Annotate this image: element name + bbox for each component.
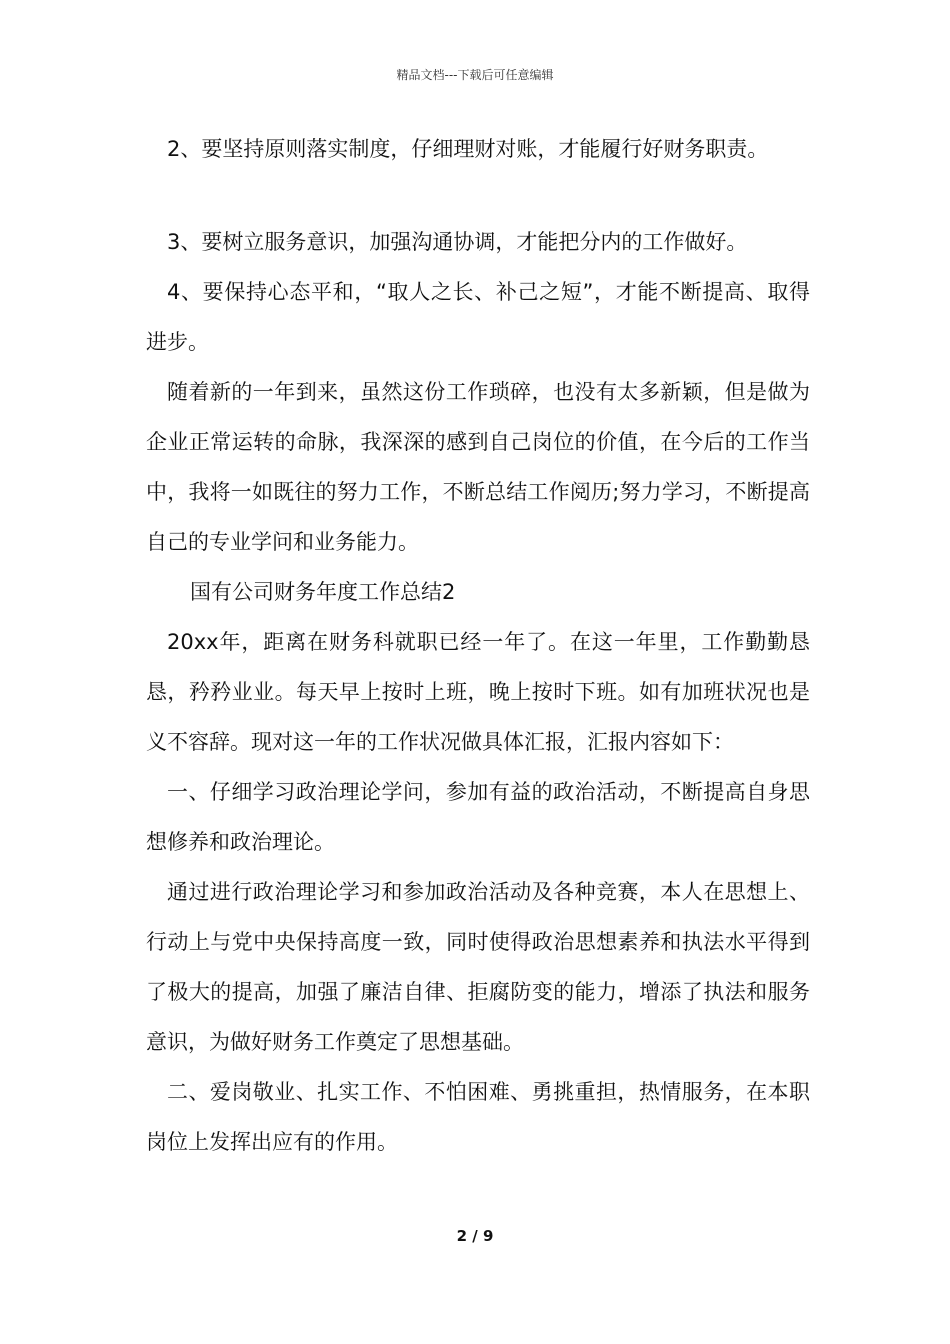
document-body [146, 124, 810, 1167]
page-header: 精品文档---下载后可任意编辑 [396, 68, 554, 82]
paragraph-politics: 通过进行政治理论学习和参加政治活动及各种竞赛，本人在思想上、行动上与党中央保持高度一致，同时使得政治思想素养和执法水平得到了极大的提高，加强了廉洁自律、拒腐防变的能力，增添了执法和服务意识，为做好财务工作奠定了思想基础。 [146, 880, 810, 1054]
paragraph-new-year: 随着新的一年到来，虽然这份工作琐碎，也没有太多新颖，但是做为企业正常运转的命脉，我深深的感到自己岗位的价值，在今后的工作当中，我将一如既往的努力工作，不断总结工作阅历;努力学习，不断提高自己的专业学问和业务能力。 [146, 380, 810, 554]
paragraph-intro: 20xx年，距离在财务科就职已经一年了。在这一年里，工作勤勤恳恳，矜矜业业。每天早上按时上班，晚上按时下班。如有加班状况也是义不容辞。现对这一年的工作状况做具体汇报，汇报内容如下： [146, 630, 810, 754]
paragraph-heading-2: 二、爱岗敬业、扎实工作、不怕困难、勇挑重担，热情服务，在本职岗位上发挥出应有的作用。 [146, 1080, 810, 1154]
page-number: 2 / 9 [456, 1227, 494, 1245]
paragraph-gap [146, 174, 810, 217]
section-title: 国有公司财务年度工作总结2 [190, 580, 456, 604]
paragraph-item-4: 4、要保持心态平和，“取人之长、补己之短”，才能不断提高、取得进步。 [146, 280, 810, 354]
paragraph-heading-1: 一、仔细学习政治理论学问，参加有益的政治活动，不断提高自身思想修养和政治理论。 [146, 780, 810, 854]
paragraph-item-2: 2、要坚持原则落实制度，仔细理财对账，才能履行好财务职责。 [167, 137, 769, 161]
paragraph-item-3: 3、要树立服务意识，加强沟通协调，才能把分内的工作做好。 [167, 230, 748, 254]
